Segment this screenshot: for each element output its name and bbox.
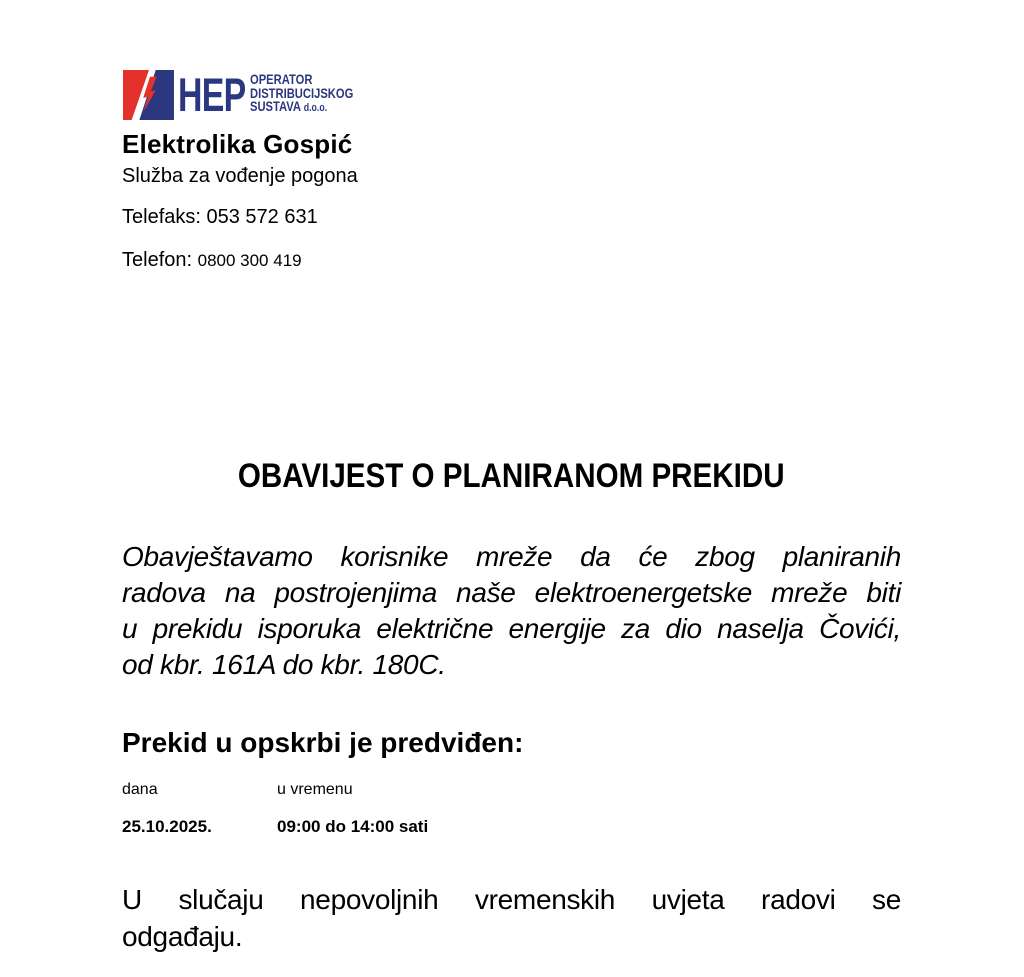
organization-name: Elektrolika Gospić bbox=[122, 129, 353, 159]
paragraph-line: radova na postrojenjima naše elektroenergetske mreže biti bbox=[122, 577, 901, 608]
logo-subtitle-line: OPERATOR bbox=[250, 71, 313, 87]
hep-wordmark: HEP bbox=[178, 68, 246, 121]
time-label: u vremenu bbox=[277, 781, 353, 798]
closing-paragraph bbox=[122, 881, 901, 955]
paragraph-line: U slučaju nepovoljnih vremenskih uvjeta radovi se bbox=[122, 884, 901, 915]
logo-doo-suffix: d.o.o. bbox=[303, 102, 328, 114]
logo-subtitle-line: SUSTAVA d.o.o. bbox=[250, 98, 328, 114]
logo-subtitle-line: DISTRIBUCIJSKOG bbox=[250, 84, 354, 101]
time-value: 09:00 do 14:00 sati bbox=[277, 817, 429, 836]
paragraph-line: odgađaju. bbox=[122, 921, 243, 952]
date-label: dana bbox=[122, 781, 158, 798]
paragraph-line: u prekidu isporuka električne energije za dio naselja Čovići, bbox=[122, 613, 901, 644]
telefaks-line bbox=[122, 205, 901, 229]
telefon-line bbox=[122, 248, 901, 273]
lightning-bolt-icon bbox=[122, 70, 175, 120]
telefon-value: 0800 300 419 bbox=[197, 251, 302, 270]
paragraph-line: od kbr. 161A do kbr. 180C. bbox=[122, 649, 446, 680]
paragraph-line: Obavještavamo korisnike mreže da će zbog planiranih bbox=[122, 541, 901, 572]
schedule-labels-row bbox=[122, 781, 901, 799]
hep-logo bbox=[122, 70, 901, 120]
notice-body-paragraph bbox=[122, 539, 901, 683]
telefaks-value: 053 572 631 bbox=[206, 206, 318, 228]
department-name: Služba za vođenje pogona bbox=[122, 165, 358, 187]
schedule-values-row bbox=[122, 817, 901, 837]
telefon-label: Telefon: bbox=[122, 249, 198, 271]
schedule-heading: Prekid u opskrbi je predviđen: bbox=[122, 727, 524, 758]
telefaks-label: Telefaks: bbox=[122, 206, 207, 228]
date-value: 25.10.2025. bbox=[122, 817, 212, 836]
notice-title: OBAVIJEST O PLANIRANOM PREKIDU bbox=[238, 457, 785, 495]
logo-subtitle bbox=[250, 73, 353, 116]
